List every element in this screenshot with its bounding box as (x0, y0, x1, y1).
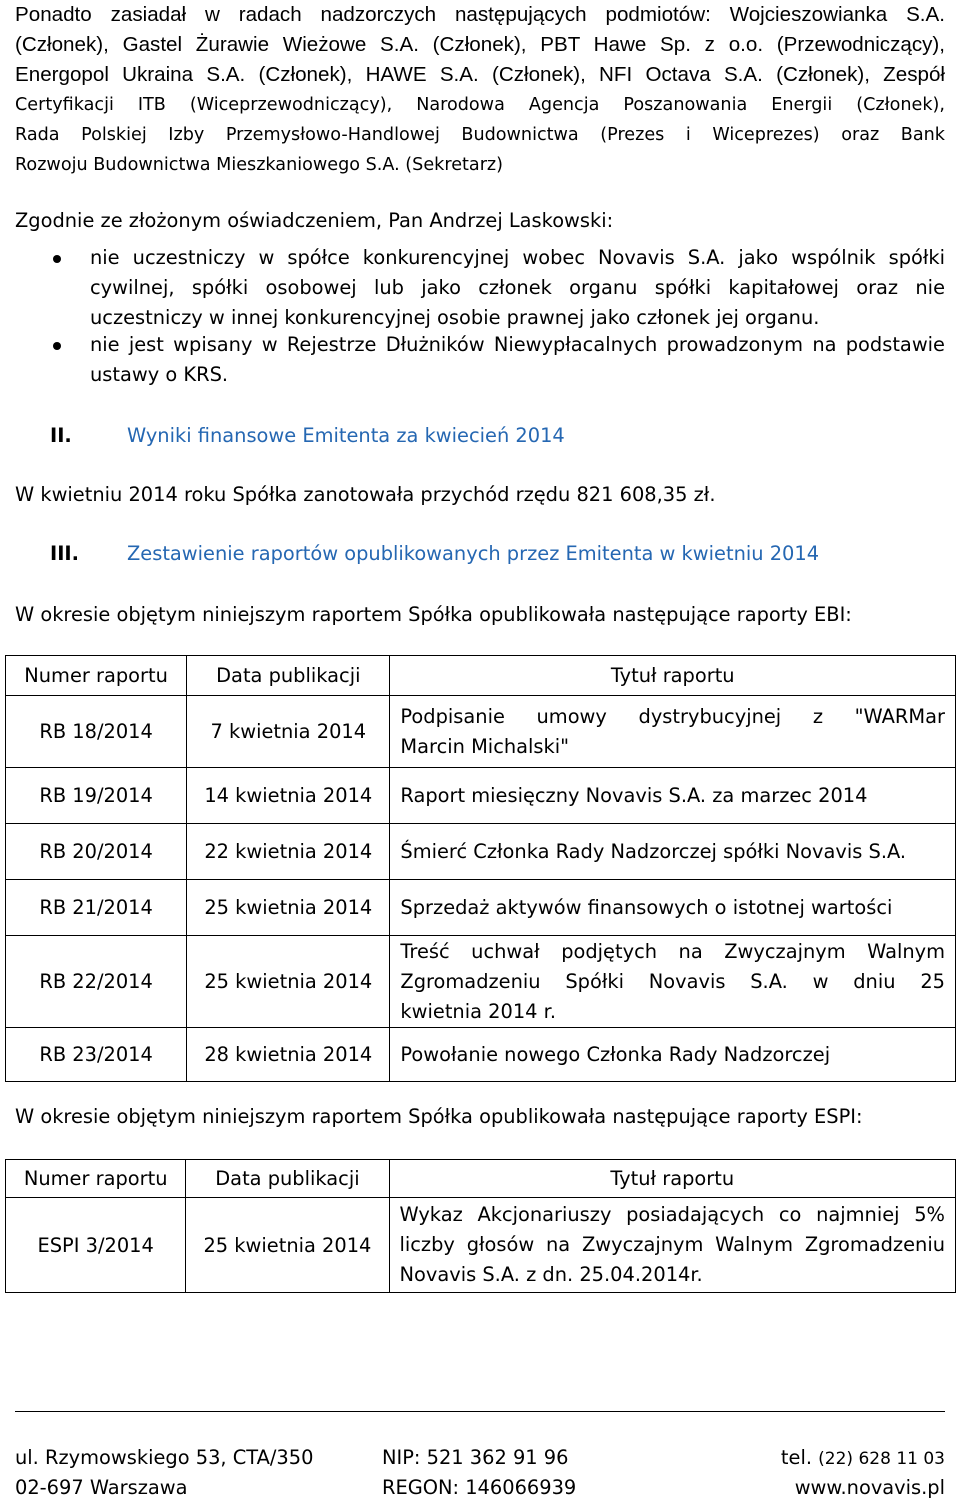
report-title-line: Raport miesięczny Novavis S.A. za marzec 2014 (400, 784, 868, 807)
report-date: 22 kwietnia 2014 (187, 824, 390, 880)
espi-intro (15, 1102, 945, 1132)
table-row (6, 936, 956, 1028)
report-number: RB 18/2014 (6, 696, 187, 768)
table-header-row (6, 656, 956, 696)
report-number: RB 22/2014 (6, 936, 187, 1028)
report-title-line: Zgromadzeniu Spółki Novavis S.A. w dniu 25 (400, 969, 945, 993)
table-row (6, 824, 956, 880)
table-row (6, 1198, 956, 1293)
footer-address-2: 02-697 Warszawa (15, 1476, 188, 1499)
header-date: Data publikacji (186, 1160, 389, 1198)
declaration-intro-text: Zgodnie ze złożonym oświadczeniem, Pan Andrzej Laskowski: (15, 209, 614, 232)
report-number: RB 21/2014 (6, 880, 187, 936)
footer-regon: REGON: 146066939 (382, 1476, 577, 1499)
section-2-heading (15, 421, 945, 451)
intro-line: Certyfikacji ITB (Wiceprzewodniczący), Narodowa Agencja Poszanowania Energii (Członek), (15, 95, 945, 115)
report-title (390, 936, 956, 1028)
report-number: RB 20/2014 (6, 824, 187, 880)
report-title (390, 824, 956, 880)
footer-phone-number: (22) 628 11 03 (818, 1449, 945, 1469)
footer-phone (781, 1443, 945, 1474)
report-date: 7 kwietnia 2014 (187, 696, 390, 768)
footer-divider (15, 1411, 945, 1412)
section-2-text (15, 480, 945, 510)
table-row (6, 696, 956, 768)
header-number: Numer raportu (6, 1160, 186, 1198)
header-number: Numer raportu (6, 656, 187, 696)
section-number: II. (50, 424, 72, 447)
ebi-intro-text: W okresie objętym niniejszym raportem Spółka opublikowała następujące raporty EBI: (15, 603, 852, 626)
report-title (390, 696, 956, 768)
header-title: Tytuł raportu (389, 1160, 956, 1198)
section-title: Wyniki finansowe Emitenta za kwiecień 2014 (127, 424, 565, 447)
report-title-line: Powołanie nowego Członka Rady Nadzorczej (400, 1043, 831, 1066)
declaration-intro (15, 206, 945, 236)
report-title-line: liczby głosów na Zwyczajnym Walnym Zgromadzeniu (399, 1233, 945, 1256)
report-number: RB 19/2014 (6, 768, 187, 824)
header-title: Tytuł raportu (390, 656, 956, 696)
section-number: III. (50, 542, 80, 565)
intro-line: Energopol Ukraina S.A. (Członek), HAWE S.A. (Członek), NFI Octava S.A. (Członek), Zespół (15, 63, 945, 86)
report-title-line: Novavis S.A. z dn. 25.04.2014r. (399, 1263, 703, 1286)
footer-website-link[interactable]: www.novavis.pl (794, 1476, 945, 1499)
report-title-line: Podpisanie umowy dystrybucyjnej z "WARMar (400, 704, 945, 728)
intro-line: (Członek), Gastel Żurawie Wieżowe S.A. (Członek), PBT Hawe Sp. z o.o. (Przewodniczący), (15, 33, 945, 56)
intro-line: Ponadto zasiadał w radach nadzorczych następujących podmiotów: Wojcieszowianka S.A. (15, 3, 945, 26)
report-number: RB 23/2014 (6, 1028, 187, 1082)
report-date: 25 kwietnia 2014 (187, 936, 390, 1028)
revenue-text: W kwietniu 2014 roku Spółka zanotowała przychód rzędu 821 608,35 zł. (15, 483, 716, 506)
section-3-heading (15, 539, 945, 569)
report-date: 28 kwietnia 2014 (187, 1028, 390, 1082)
bullet-line: nie uczestniczy w spółce konkurencyjnej wobec Novavis S.A. jako wspólnik spółki (90, 246, 945, 269)
intro-line: Rozwoju Budownictwa Mieszkaniowego S.A. (Sekretarz) (15, 155, 504, 175)
intro-paragraph (15, 0, 945, 180)
footer-nip: NIP: 521 362 91 96 (382, 1446, 569, 1469)
table-row (6, 1028, 956, 1082)
report-title-line: kwietnia 2014 r. (400, 999, 557, 1023)
table-row (6, 768, 956, 824)
report-date: 25 kwietnia 2014 (186, 1198, 389, 1293)
report-title (389, 1198, 956, 1293)
report-title-line: Marcin Michalski" (400, 734, 570, 758)
footer-address-1: ul. Rzymowskiego 53, CTA/350 (15, 1446, 314, 1469)
espi-reports-table (5, 1159, 956, 1293)
report-title-line: Wykaz Akcjonariuszy posiadających co najmniej 5% (399, 1203, 945, 1226)
bullet-line: cywilnej, spółki osobowej lub jako członek organu spółki kapitałowej oraz nie (90, 276, 945, 299)
section-title: Zestawienie raportów opublikowanych przez Emitenta w kwietniu 2014 (127, 542, 820, 565)
report-date: 14 kwietnia 2014 (187, 768, 390, 824)
ebi-reports-table (5, 655, 956, 1082)
report-title (390, 1028, 956, 1082)
bullet-line: ustawy o KRS. (90, 363, 229, 386)
bullet-line: uczestniczy w innej konkurencyjnej osobie prawnej jako członek jej organu. (90, 306, 820, 329)
report-date: 25 kwietnia 2014 (187, 880, 390, 936)
intro-line: Rada Polskiej Izby Przemysłowo-Handlowej Budownictwa (Prezes i Wiceprezes) oraz Bank (15, 125, 945, 145)
ebi-intro (15, 600, 945, 630)
header-date: Data publikacji (187, 656, 390, 696)
declaration-bullet (15, 243, 945, 333)
table-header-row (6, 1160, 956, 1198)
report-title (390, 880, 956, 936)
report-number: ESPI 3/2014 (6, 1198, 186, 1293)
table-row (6, 880, 956, 936)
bullet-dot (53, 255, 61, 263)
espi-intro-text: W okresie objętym niniejszym raportem Spółka opublikowała następujące raporty ESPI: (15, 1105, 863, 1128)
report-title-line: Treść uchwał podjętych na Zwyczajnym Walnym (400, 939, 945, 963)
footer-phone-label: tel. (780, 1446, 812, 1469)
report-title-line: Sprzedaż aktywów finansowych o istotnej wartości (400, 896, 893, 919)
report-title (390, 768, 956, 824)
report-title-line: Śmierć Członka Rady Nadzorczej spółki Novavis S.A. (400, 840, 907, 863)
bullet-dot (53, 342, 61, 350)
declaration-bullet (15, 330, 945, 390)
bullet-line: nie jest wpisany w Rejestrze Dłużników Niewypłacalnych prowadzonym na podstawie (90, 333, 945, 356)
